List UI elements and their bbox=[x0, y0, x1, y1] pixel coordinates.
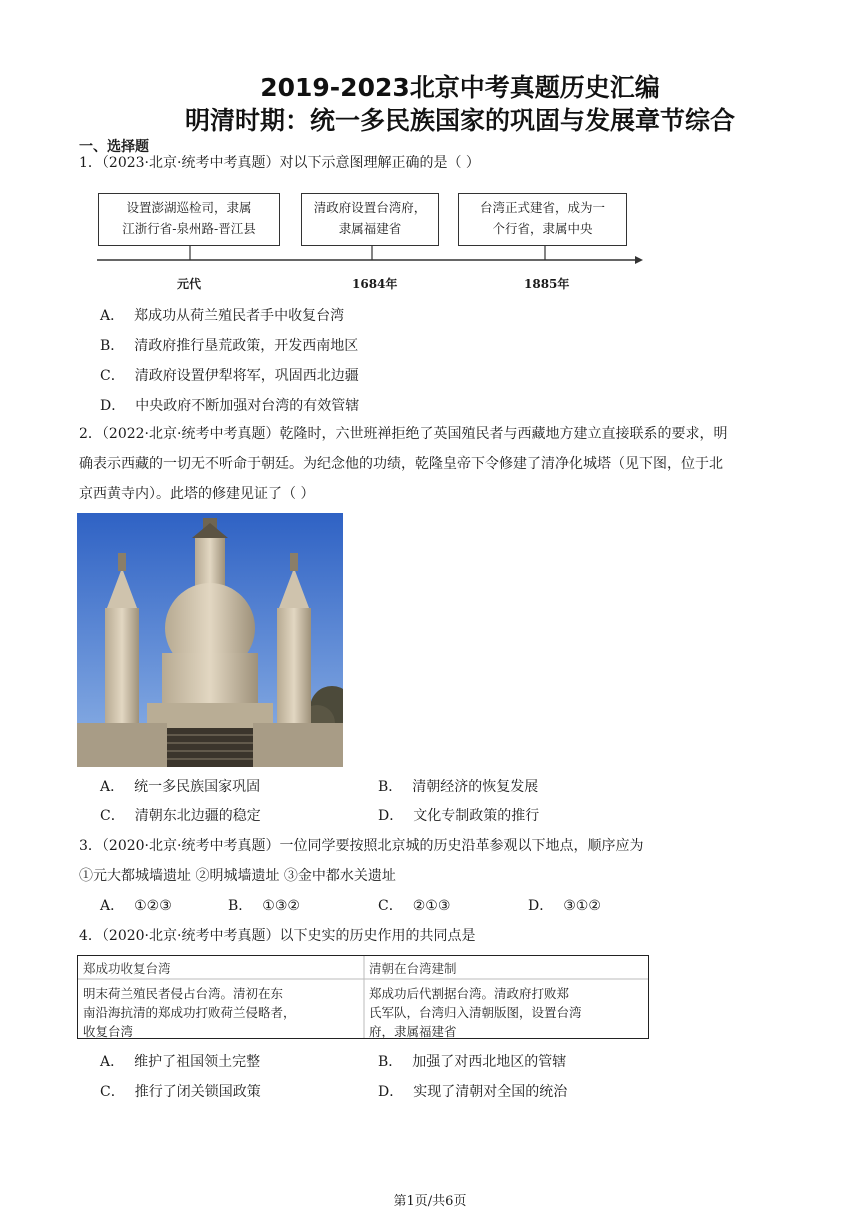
option-letter: C． bbox=[378, 898, 403, 914]
q4-option-c[interactable] bbox=[100, 1082, 261, 1102]
document-subtitle: 明清时期：统一多民族国家的巩固与发展章节综合 bbox=[184, 106, 735, 135]
question-source: （2022·北京·统考中考真题） bbox=[101, 426, 280, 442]
timeline-axis bbox=[95, 245, 645, 275]
q3-option-a[interactable] bbox=[100, 896, 172, 916]
q3-option-d[interactable] bbox=[528, 896, 601, 916]
timeline-box-line: 设置澎湖巡检司，隶属 bbox=[126, 200, 252, 215]
table-column-left bbox=[78, 956, 364, 1038]
option-text: 清朝经济的恢复发展 bbox=[412, 779, 539, 795]
question-number: 3． bbox=[79, 838, 102, 854]
question-number: 1． bbox=[79, 155, 102, 171]
q1-option-a[interactable] bbox=[100, 306, 344, 326]
q4-option-d[interactable] bbox=[378, 1082, 567, 1102]
option-letter: D． bbox=[100, 398, 126, 414]
question-text: 一位同学要按照北京城的历史沿革参观以下地点，顺序应为 bbox=[279, 838, 644, 854]
q2-option-a[interactable] bbox=[100, 777, 260, 797]
question-4-stem bbox=[79, 921, 475, 951]
table-column-right bbox=[364, 956, 648, 1038]
table-cell-line: 收复台湾 bbox=[83, 1024, 134, 1039]
option-text: ③①② bbox=[563, 898, 601, 914]
history-table bbox=[77, 955, 649, 1039]
option-text: 清政府推行垦荒政策，开发西南地区 bbox=[134, 338, 359, 354]
timeline-box-line: 个行省，隶属中央 bbox=[492, 221, 593, 236]
option-text: 清朝东北边疆的稳定 bbox=[134, 808, 261, 824]
option-letter: D． bbox=[378, 1084, 404, 1100]
timeline-box-line: 江浙行省-泉州路-晋江县 bbox=[122, 221, 256, 236]
question-text: 对以下示意图理解正确的是（ ） bbox=[279, 155, 480, 171]
option-letter: A． bbox=[100, 1054, 125, 1070]
table-cell bbox=[83, 984, 296, 1041]
question-source: （2020·北京·统考中考真题） bbox=[101, 838, 280, 854]
question-2-stem bbox=[79, 419, 779, 509]
page-number: 第1页/共6页 bbox=[393, 1194, 467, 1209]
option-letter: C． bbox=[100, 368, 125, 384]
q4-option-b[interactable] bbox=[378, 1052, 566, 1072]
option-text: ①③② bbox=[262, 898, 300, 914]
option-text: 推行了闭关锁国政策 bbox=[134, 1084, 261, 1100]
q2-option-b[interactable] bbox=[378, 777, 538, 797]
table-cell-line: 郑成功后代割据台湾。清政府打败郑 bbox=[369, 986, 570, 1001]
timeline-label-yuan: 元代 bbox=[177, 277, 202, 291]
table-cell bbox=[369, 984, 582, 1041]
table-cell-line: 明末荷兰殖民者侵占台湾。清初在东 bbox=[83, 986, 284, 1001]
option-text: ①②③ bbox=[134, 898, 172, 914]
q4-option-a[interactable] bbox=[100, 1052, 260, 1072]
table-header-cell: 郑成功收复台湾 bbox=[83, 961, 171, 976]
timeline-box-line: 隶属福建省 bbox=[338, 221, 402, 236]
question-text: ①元大都城墙遗址 ②明城墙遗址 ③金中都水关遗址 bbox=[79, 868, 396, 884]
question-source: （2023·北京·统考中考真题） bbox=[101, 155, 280, 171]
question-text: 确表示西藏的一切无不听命于朝廷。为纪念他的功绩，乾隆皇帝下令修建了清净化城塔（见下图，位于北 bbox=[79, 456, 723, 472]
table-header-cell: 清朝在台湾建制 bbox=[369, 961, 457, 976]
option-text: 实现了清朝对全国的统治 bbox=[413, 1084, 568, 1100]
question-3-stem bbox=[79, 831, 779, 891]
question-number: 4． bbox=[79, 928, 102, 944]
option-letter: B． bbox=[378, 1054, 403, 1070]
q2-option-c[interactable] bbox=[100, 806, 261, 826]
timeline-label-1684: 1684年 bbox=[352, 277, 398, 291]
option-letter: A． bbox=[100, 898, 125, 914]
table-cell-line: 府，隶属福建省 bbox=[369, 1024, 457, 1039]
option-text: 统一多民族国家巩固 bbox=[134, 779, 261, 795]
timeline-box-1885 bbox=[458, 193, 627, 246]
option-text: 维护了祖国领土完整 bbox=[134, 1054, 261, 1070]
question-text: 京西黄寺内）。此塔的修建见证了（ ） bbox=[79, 486, 315, 502]
option-text: 中央政府不断加强对台湾的有效管辖 bbox=[135, 398, 360, 414]
table-cell-line: 南沿海抗清的郑成功打败荷兰侵略者， bbox=[83, 1005, 296, 1020]
timeline-box-line: 台湾正式建省，成为一 bbox=[479, 200, 605, 215]
q2-option-d[interactable] bbox=[378, 806, 539, 826]
option-letter: D． bbox=[378, 808, 404, 824]
timeline-box-1684 bbox=[301, 193, 439, 246]
option-text: ②①③ bbox=[412, 898, 451, 914]
question-1-stem bbox=[79, 148, 480, 178]
option-letter: A． bbox=[100, 779, 125, 795]
q3-option-c[interactable] bbox=[378, 896, 450, 916]
option-text: 文化专制政策的推行 bbox=[413, 808, 540, 824]
document-title: 2019-2023北京中考真题历史汇编 bbox=[260, 73, 660, 102]
q1-option-b[interactable] bbox=[100, 336, 358, 356]
timeline-box-line: 清政府设置台湾府， bbox=[313, 200, 427, 215]
option-text: 郑成功从荷兰殖民者手中收复台湾 bbox=[134, 308, 345, 324]
option-text: 加强了对西北地区的管辖 bbox=[412, 1054, 567, 1070]
q3-option-b[interactable] bbox=[228, 896, 300, 916]
option-letter: C． bbox=[100, 808, 125, 824]
option-letter: C． bbox=[100, 1084, 125, 1100]
question-source: （2020·北京·统考中考真题） bbox=[101, 928, 280, 944]
timeline-box-yuan bbox=[98, 193, 280, 246]
option-letter: B． bbox=[378, 779, 403, 795]
pagoda-photo bbox=[77, 513, 343, 767]
question-text: 乾隆时，六世班禅拒绝了英国殖民者与西藏地方建立直接联系的要求，明 bbox=[279, 426, 728, 442]
section-label: 一、选择题 bbox=[79, 139, 149, 155]
option-letter: D． bbox=[528, 898, 554, 914]
timeline-label-1885: 1885年 bbox=[524, 277, 570, 291]
q1-option-d[interactable] bbox=[100, 396, 359, 416]
table-cell-line: 氏军队，台湾归入清朝版图，设置台湾 bbox=[369, 1005, 582, 1020]
option-letter: A． bbox=[100, 308, 125, 324]
question-number: 2． bbox=[79, 426, 102, 442]
question-text: 以下史实的历史作用的共同点是 bbox=[279, 928, 476, 944]
q1-option-c[interactable] bbox=[100, 366, 359, 386]
option-letter: B． bbox=[228, 898, 253, 914]
option-text: 清政府设置伊犁将军，巩固西北边疆 bbox=[134, 368, 359, 384]
option-letter: B． bbox=[100, 338, 125, 354]
